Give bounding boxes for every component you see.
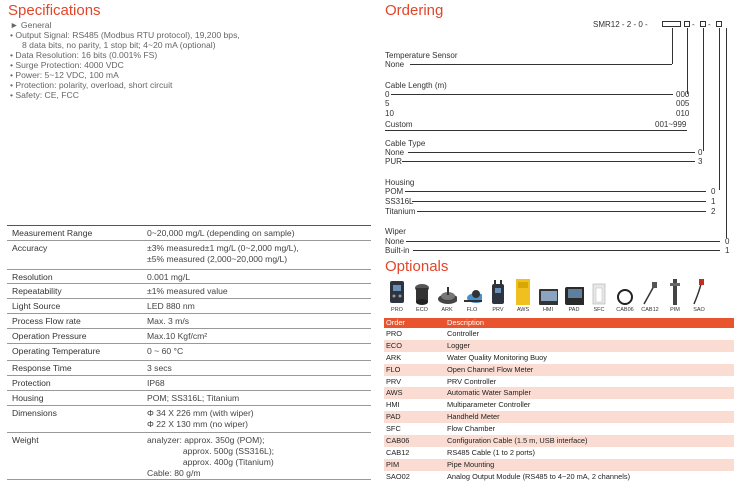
options-row [384,435,734,447]
spec-value-line: LED 880 nm [147,301,195,311]
spec-value [147,329,371,343]
option-cab12: CAB12 [640,276,660,313]
ctype-pur-code: 3 [698,157,703,166]
order-code [593,20,648,29]
spec-row [7,344,371,361]
option-description: Multiparameter Controller [447,400,531,410]
temp-none: None [385,60,405,69]
ctype-pur: PUR [385,157,402,166]
option-pim: PIM [665,276,685,313]
option-description: PRV Controller [447,376,497,386]
logger-icon [413,282,431,306]
spec-row [7,314,371,329]
temp-title: Temperature Sensor [385,51,458,60]
option-order: ARK [386,352,402,362]
option-sao: SAO [689,276,709,313]
handheld-icon [564,286,584,306]
options-header [384,318,734,328]
housing-ti-code: 2 [711,207,716,216]
spec-value [147,433,371,479]
header-order: Order [386,318,405,327]
spec-label: Resolution [12,272,53,282]
ordering-title: Ordering [385,2,444,19]
flow-chamber-icon [590,282,608,306]
option-eco: ECO [412,276,432,313]
spec-value-line: 0~20,000 mg/L (depending on sample) [147,228,295,238]
option-description: Water Quality Monitoring Buoy [447,352,547,362]
spec-row [7,241,371,270]
spec-value [147,284,371,298]
options-row [384,459,734,471]
housing-ss: SS316L [385,197,414,206]
housing-ss-code: 1 [711,197,716,206]
option-description: Configuration Cable (1.5 m, USB interface) [447,436,588,446]
wiper-title: Wiper [385,227,406,236]
spec-row [7,391,371,406]
housing-title: Housing [385,178,415,187]
code-box-cable [662,21,681,27]
option-order: SFC [386,424,401,434]
general-line: • Output Signal: RS485 (Modbus RTU protocol), 19,200 bps, [10,30,240,40]
option-order: HMI [386,400,400,410]
housing-pom: POM [385,187,404,196]
general-line: • Protection: polarity, overload, short circuit [10,80,173,90]
spec-value-line: Max. 3 m/s [147,316,190,326]
spec-label: Housing [12,393,44,403]
general-line: • Surge Protection: 4000 VDC [10,60,124,70]
spec-value-line: ±5% measured (2,000~20,000 mg/L) [147,254,288,264]
option-sfc: SFC [589,276,609,313]
option-description: Pipe Mounting [447,459,495,469]
sampler-icon [514,278,532,306]
code-box-housing [700,21,706,27]
option-order: ECO [386,340,403,350]
spec-value-line: Φ 34 X 226 mm (with wiper) [147,408,254,418]
option-order: PRV [386,376,402,386]
option-description: Logger [447,340,471,350]
options-row [384,340,734,352]
buoy-icon [437,284,457,306]
analog-module-icon [689,278,709,306]
flow-meter-icon [462,284,482,306]
ctype-none-code: 0 [698,148,703,157]
spec-value [147,376,371,390]
option-flo: FLO [462,276,482,313]
options-row [384,471,734,483]
cable-title: Cable Length (m) [385,81,447,90]
specifications-table [7,225,371,480]
spec-label: Repeatability [12,286,62,296]
cable-0: 0 [385,90,390,99]
options-row [384,328,734,340]
specifications-title: Specifications [8,2,101,19]
spec-row [7,270,371,284]
option-order: PRO [386,329,403,338]
ctype-none: None [385,148,405,157]
spec-row [7,284,371,299]
cable-5-code: 005 [676,99,690,108]
spec-value [147,314,371,328]
spec-label: Operating Temperature [12,346,101,356]
cable-5: 5 [385,99,390,108]
header-description: Description [447,318,484,327]
option-order: CAB06 [386,436,410,446]
option-pad: PAD [564,276,584,313]
connector-ctype [703,28,704,151]
spec-value-line: 3 secs [147,363,172,373]
rs485-cable-icon [640,280,660,306]
spec-value-line: Max.10 Kgf/cm² [147,331,208,341]
pipe-mount-icon [667,278,683,306]
prv-controller-icon [489,280,507,306]
spec-value [147,226,371,240]
option-description: Automatic Water Sampler [447,388,531,398]
spec-row [7,329,371,344]
spec-label: Response Time [12,363,72,373]
option-prv: PRV [488,276,508,313]
spec-row [7,226,371,241]
general-heading: ► General [10,20,52,30]
order-code-text: SMR12 - 2 - 0 - [593,20,648,29]
cable-10: 10 [385,109,394,118]
option-description: Flow Chamber [447,424,496,434]
spec-value [147,406,371,432]
multiparameter-icon [538,288,558,306]
connector-housing [719,28,720,190]
options-row [384,376,734,388]
spec-row [7,406,371,433]
spec-value-line: ±1% measured value [147,286,228,296]
housing-ti: Titanium [385,207,416,216]
option-order: SAO02 [386,471,410,481]
option-order: AWS [386,388,403,398]
spec-label: Process Flow rate [12,316,81,326]
ctype-title: Cable Type [385,139,426,148]
connector-temp [672,28,673,64]
spec-label: Weight [12,435,39,445]
option-description: Handheld Meter [447,412,500,422]
spec-value-line: ±3% measured±1 mg/L (0~2,000 mg/L), [147,243,299,253]
spec-value [147,344,371,360]
options-row [384,364,734,376]
spec-value-line: analyzer: approx. 350g (POM); [147,435,265,445]
spec-value [147,299,371,313]
option-description: Open Channel Flow Meter [447,364,534,374]
spec-label: Measurement Range [12,228,93,238]
option-ark: ARK [437,276,457,313]
cable-10-code: 010 [676,109,690,118]
option-description: Analog Output Module (RS485 to 4~20 mA, 2 channels) [447,471,631,481]
option-description: Controller [447,329,480,338]
cable-coil-icon [615,286,635,306]
spec-row [7,433,371,480]
options-row [384,387,734,399]
spec-label: Operation Pressure [12,331,87,341]
option-icons [385,276,735,318]
spec-label: Dimensions [12,408,57,418]
option-order: CAB12 [386,447,410,457]
spec-row [7,361,371,376]
option-cab06: CAB06 [615,276,635,313]
spec-value [147,391,371,405]
spec-label: Accuracy [12,243,48,253]
options-row [384,399,734,411]
controller-icon [388,280,406,306]
housing-pom-code: 0 [711,187,716,196]
option-description: RS485 Cable (1 to 2 ports) [447,447,535,457]
spec-label: Protection [12,378,51,388]
spec-value-line: 0.001 mg/L [147,272,190,282]
general-line: • Power: 5~12 VDC, 100 mA [10,70,119,80]
option-order: FLO [386,364,401,374]
code-box-wiper [716,21,722,27]
spec-value-line: Cable: 80 g/m [147,468,201,478]
general-section [10,20,370,100]
option-pro: PRO [387,276,407,313]
wiper-builtin-code: 1 [725,246,730,255]
spec-value-line: Φ 22 X 130 mm (no wiper) [147,419,248,429]
options-row [384,352,734,364]
option-order: PAD [386,412,401,422]
option-hmi: HMI [538,276,558,313]
options-row [384,447,734,459]
code-box-type [684,21,690,27]
connector-cable [687,28,688,94]
spec-row [7,376,371,391]
wiper-none: None [385,237,405,246]
wiper-none-code: 0 [725,237,730,246]
general-line: • Safety: CE, FCC [10,90,79,100]
options-row [384,423,734,435]
spec-value-line: IP68 [147,378,165,388]
cable-custom: Custom [385,120,413,129]
spec-value [147,361,371,375]
spec-value-line: approx. 400g (Titanium) [147,457,274,467]
cable-0-code: 000 [676,90,690,99]
spec-value [147,241,371,269]
spec-label: Light Source [12,301,61,311]
options-row [384,411,734,423]
spec-value-line: 0 ~ 60 °C [147,346,184,356]
cable-custom-code: 001~999 [655,120,687,129]
options-table [384,318,734,483]
general-line: • Data Resolution: 16 bits (0.001% FS) [10,50,158,60]
wiper-builtin: Built-in [385,246,410,255]
spec-row [7,299,371,314]
general-line: 8 data bits, no parity, 1 stop bit; 4~20 mA (optional) [22,40,216,50]
spec-value-line: POM; SS316L; Titanium [147,393,240,403]
spec-value [147,270,371,283]
option-aws: AWS [513,276,533,313]
connector-wiper [726,28,727,238]
optionals-title: Optionals [385,258,449,275]
option-order: PIM [386,459,400,469]
spec-value-line: approx. 500g (SS316L); [147,446,275,456]
